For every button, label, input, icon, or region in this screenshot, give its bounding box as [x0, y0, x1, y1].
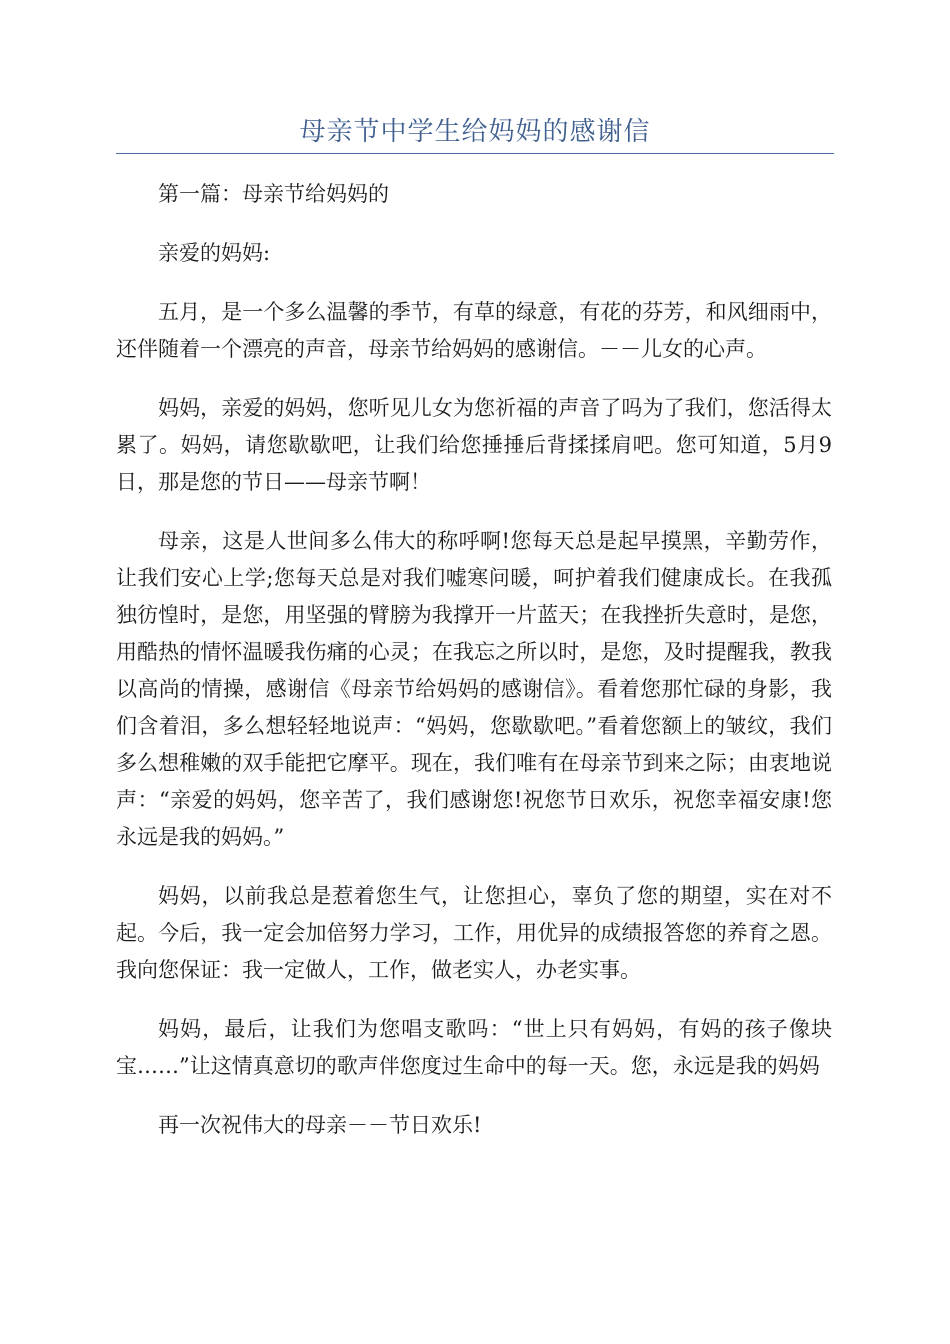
paragraph-section-heading: 第一篇：母亲节给妈妈的 — [158, 182, 389, 206]
paragraph-4: 妈妈，以前我总是惹着您生气，让您担心，辜负了您的期望，实在对不起。今后，我一定会加倍努力学习，工作，用优异的成绩报答您的养育之恩。我向您保证：我一定做人，工作，做老实人，办老实事。 — [116, 884, 832, 982]
paragraph-3: 母亲，这是人世间多么伟大的称呼啊!您每天总是起早摸黑，辛勤劳作，让我们安心上学;您每天总是对我们嘘寒问暖，呵护着我们健康成长。在我孤独彷惶时，是您，用坚强的臂膀为我撑开一片蓝天；在我挫折失意时，是您，用酷热的情怀温暖我伤痛的心灵；在我忘之所以时，是您，及时提醒我，教我以高尚的情操，感谢信《母亲节给妈妈的感谢信》。看着您那忙碌的身影，我们含着泪，多么想轻轻地说声：“妈妈，您歇歇吧。”看着您额上的皱纹，我们多么想稚嫩的双手能把它摩平。现在，我们唯有在母亲节到来之际；由衷地说声：“亲爱的妈妈，您辛苦了，我们感谢您!祝您节日欢乐，祝您幸福安康!您永远是我的妈妈。” — [116, 529, 832, 849]
paragraph-2: 妈妈，亲爱的妈妈，您听见儿女为您祈福的声音了吗为了我们，您活得太累了。妈妈，请您歇歇吧，让我们给您捶捶后背揉揉肩吧。您可知道，5月9日，那是您的节日——母亲节啊！ — [116, 396, 832, 494]
paragraph-closing: 再一次祝伟大的母亲－－节日欢乐! — [158, 1113, 482, 1137]
document-title: 母亲节中学生给妈妈的感谢信 — [299, 117, 651, 147]
document-body — [116, 176, 832, 1166]
title-underline — [116, 153, 834, 154]
paragraph-5: 妈妈，最后，让我们为您唱支歌吗：“世上只有妈妈，有妈的孩子像块宝……”让这情真意切的歌声伴您度过生命中的每一天。您，永远是我的妈妈 — [116, 1017, 832, 1078]
paragraph-1: 五月，是一个多么温馨的季节，有草的绿意，有花的芬芳，和风细雨中，还伴随着一个漂亮的声音，母亲节给妈妈的感谢信。－－儿女的心声。 — [116, 300, 832, 361]
paragraph-salutation: 亲爱的妈妈: — [158, 241, 271, 265]
